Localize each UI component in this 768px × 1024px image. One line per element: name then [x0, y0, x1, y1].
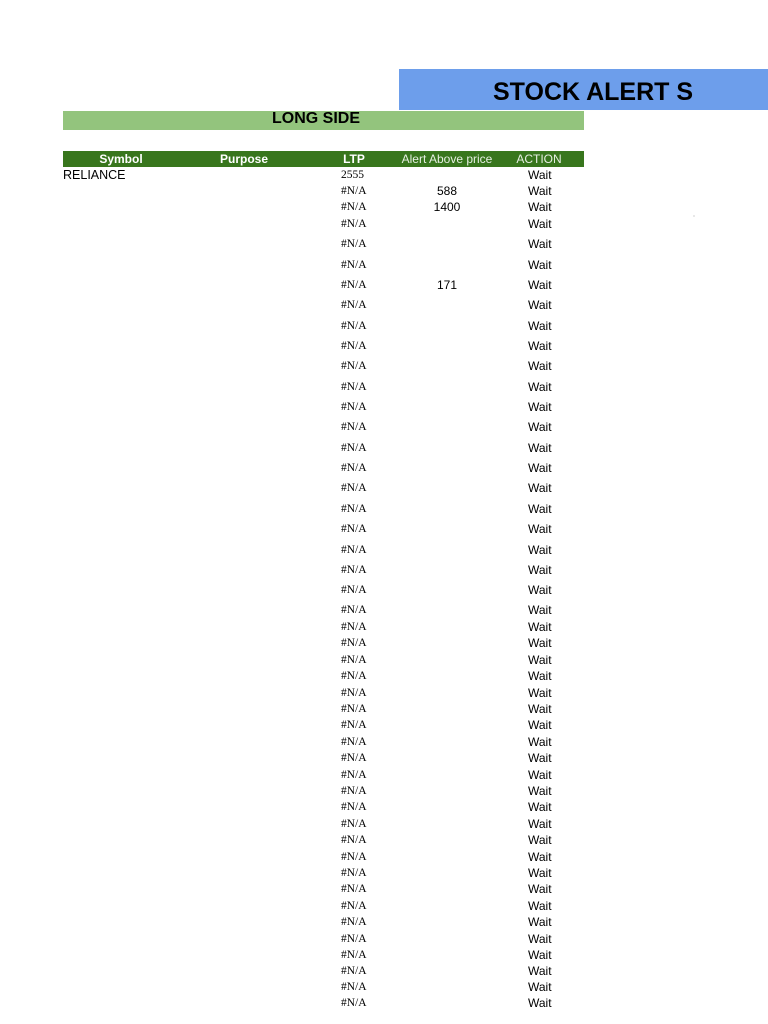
table-row	[63, 319, 584, 333]
page-title: STOCK ALERT S	[493, 78, 693, 106]
cell-action: Wait	[528, 866, 552, 880]
cell-action: Wait	[528, 359, 552, 373]
cell-action: Wait	[528, 441, 552, 455]
cell-action: Wait	[528, 603, 552, 617]
table-row	[63, 932, 584, 946]
cell-action: Wait	[528, 400, 552, 414]
cell-action: Wait	[528, 543, 552, 557]
cell-ltp: #N/A	[341, 997, 367, 1009]
table-row	[63, 200, 584, 214]
cell-ltp: #N/A	[341, 670, 367, 682]
cell-action: Wait	[528, 768, 552, 782]
cell-action: Wait	[528, 686, 552, 700]
cell-action: Wait	[528, 298, 552, 312]
cell-ltp: #N/A	[341, 360, 367, 372]
cell-action: Wait	[528, 915, 552, 929]
cell-ltp: #N/A	[341, 238, 367, 250]
table-row	[63, 964, 584, 978]
cell-action: Wait	[528, 882, 552, 896]
table-row	[63, 817, 584, 831]
table-row	[63, 461, 584, 475]
cell-action: Wait	[528, 980, 552, 994]
cell-ltp: #N/A	[341, 340, 367, 352]
cell-ltp: #N/A	[341, 965, 367, 977]
table-row	[63, 168, 584, 182]
table-row	[63, 996, 584, 1010]
cell-symbol: RELIANCE	[63, 168, 126, 182]
cell-action: Wait	[528, 620, 552, 634]
section-title: LONG SIDE	[272, 110, 361, 127]
table-row	[63, 686, 584, 700]
cell-action: Wait	[528, 653, 552, 667]
cell-action: Wait	[528, 481, 552, 495]
cell-ltp: #N/A	[341, 259, 367, 271]
table-row	[63, 217, 584, 231]
header-ltp: LTP	[343, 152, 365, 166]
cell-ltp: #N/A	[341, 818, 367, 830]
table-row	[63, 866, 584, 880]
cell-ltp: #N/A	[341, 320, 367, 332]
cell-action: Wait	[528, 319, 552, 333]
table-row	[63, 833, 584, 847]
cell-ltp: #N/A	[341, 687, 367, 699]
cell-action: Wait	[528, 420, 552, 434]
table-row	[63, 636, 584, 650]
cell-ltp: #N/A	[341, 381, 367, 393]
cell-alert-price: 1400	[433, 200, 461, 214]
table-row	[63, 339, 584, 353]
cell-action: Wait	[528, 702, 552, 716]
cell-action: Wait	[528, 751, 552, 765]
table-row	[63, 899, 584, 913]
cell-action: Wait	[528, 380, 552, 394]
cell-ltp: #N/A	[341, 703, 367, 715]
cell-ltp: #N/A	[341, 462, 367, 474]
table-row	[63, 850, 584, 864]
table-row	[63, 298, 584, 312]
table-row	[63, 380, 584, 394]
table-row	[63, 800, 584, 814]
cell-ltp: #N/A	[341, 867, 367, 879]
cell-ltp: #N/A	[341, 637, 367, 649]
cell-ltp: #N/A	[341, 949, 367, 961]
cell-action: Wait	[528, 899, 552, 913]
header-alert-above-price: Alert Above price	[401, 152, 493, 166]
table-row	[63, 768, 584, 782]
table-row	[63, 669, 584, 683]
cell-ltp: #N/A	[341, 185, 367, 197]
cell-ltp: #N/A	[341, 981, 367, 993]
cell-action: Wait	[528, 817, 552, 831]
cell-ltp: #N/A	[341, 801, 367, 813]
table-row	[63, 184, 584, 198]
cell-ltp: #N/A	[341, 883, 367, 895]
cell-action: Wait	[528, 932, 552, 946]
cell-ltp: #N/A	[341, 523, 367, 535]
cell-action: Wait	[528, 784, 552, 798]
cell-action: Wait	[528, 339, 552, 353]
table-row	[63, 278, 584, 292]
table-row	[63, 237, 584, 251]
faint-mark	[693, 215, 695, 217]
table-row	[63, 359, 584, 373]
cell-ltp: #N/A	[341, 401, 367, 413]
cell-action: Wait	[528, 184, 552, 198]
table-row	[63, 980, 584, 994]
cell-action: Wait	[528, 563, 552, 577]
cell-action: Wait	[528, 636, 552, 650]
table-row	[63, 400, 584, 414]
cell-ltp: #N/A	[341, 769, 367, 781]
table-row	[63, 420, 584, 434]
cell-ltp: #N/A	[341, 584, 367, 596]
table-row	[63, 481, 584, 495]
cell-alert-price: 588	[436, 184, 458, 198]
cell-ltp: #N/A	[341, 654, 367, 666]
cell-action: Wait	[528, 168, 552, 182]
cell-ltp: #N/A	[341, 916, 367, 928]
table-row	[63, 258, 584, 272]
cell-ltp: #N/A	[341, 900, 367, 912]
table-row	[63, 441, 584, 455]
cell-action: Wait	[528, 669, 552, 683]
cell-ltp: #N/A	[341, 752, 367, 764]
cell-action: Wait	[528, 948, 552, 962]
table-row	[63, 735, 584, 749]
table-row	[63, 522, 584, 536]
cell-ltp: #N/A	[341, 421, 367, 433]
cell-ltp: #N/A	[341, 933, 367, 945]
cell-ltp: #N/A	[341, 736, 367, 748]
cell-ltp: #N/A	[341, 785, 367, 797]
table-row	[63, 702, 584, 716]
cell-action: Wait	[528, 200, 552, 214]
cell-action: Wait	[528, 583, 552, 597]
cell-ltp: #N/A	[341, 299, 367, 311]
cell-ltp: #N/A	[341, 503, 367, 515]
table-row	[63, 882, 584, 896]
cell-action: Wait	[528, 237, 552, 251]
table-row	[63, 502, 584, 516]
cell-action: Wait	[528, 278, 552, 292]
table-row	[63, 948, 584, 962]
header-symbol: Symbol	[99, 152, 143, 166]
cell-ltp: #N/A	[341, 834, 367, 846]
table-row	[63, 543, 584, 557]
cell-ltp: #N/A	[341, 544, 367, 556]
cell-action: Wait	[528, 800, 552, 814]
header-action: ACTION	[516, 152, 562, 166]
cell-action: Wait	[528, 502, 552, 516]
table-row	[63, 718, 584, 732]
table-row	[63, 784, 584, 798]
header-purpose: Purpose	[219, 152, 268, 166]
cell-action: Wait	[528, 217, 552, 231]
cell-ltp: #N/A	[341, 564, 367, 576]
cell-ltp: #N/A	[341, 482, 367, 494]
cell-action: Wait	[528, 833, 552, 847]
table-row	[63, 653, 584, 667]
cell-ltp: #N/A	[341, 851, 367, 863]
cell-ltp: 2555	[341, 169, 364, 181]
cell-action: Wait	[528, 735, 552, 749]
cell-ltp: #N/A	[341, 719, 367, 731]
cell-ltp: #N/A	[341, 604, 367, 616]
table-row	[63, 751, 584, 765]
cell-ltp: #N/A	[341, 442, 367, 454]
cell-ltp: #N/A	[341, 201, 367, 213]
table-row	[63, 563, 584, 577]
cell-action: Wait	[528, 718, 552, 732]
cell-ltp: #N/A	[341, 218, 367, 230]
cell-action: Wait	[528, 258, 552, 272]
table-row	[63, 583, 584, 597]
cell-ltp: #N/A	[341, 621, 367, 633]
cell-action: Wait	[528, 850, 552, 864]
cell-ltp: #N/A	[341, 279, 367, 291]
cell-action: Wait	[528, 522, 552, 536]
table-row	[63, 915, 584, 929]
table-row	[63, 620, 584, 634]
cell-action: Wait	[528, 461, 552, 475]
cell-action: Wait	[528, 964, 552, 978]
cell-action: Wait	[528, 996, 552, 1010]
table-row	[63, 603, 584, 617]
cell-alert-price: 171	[436, 278, 458, 292]
